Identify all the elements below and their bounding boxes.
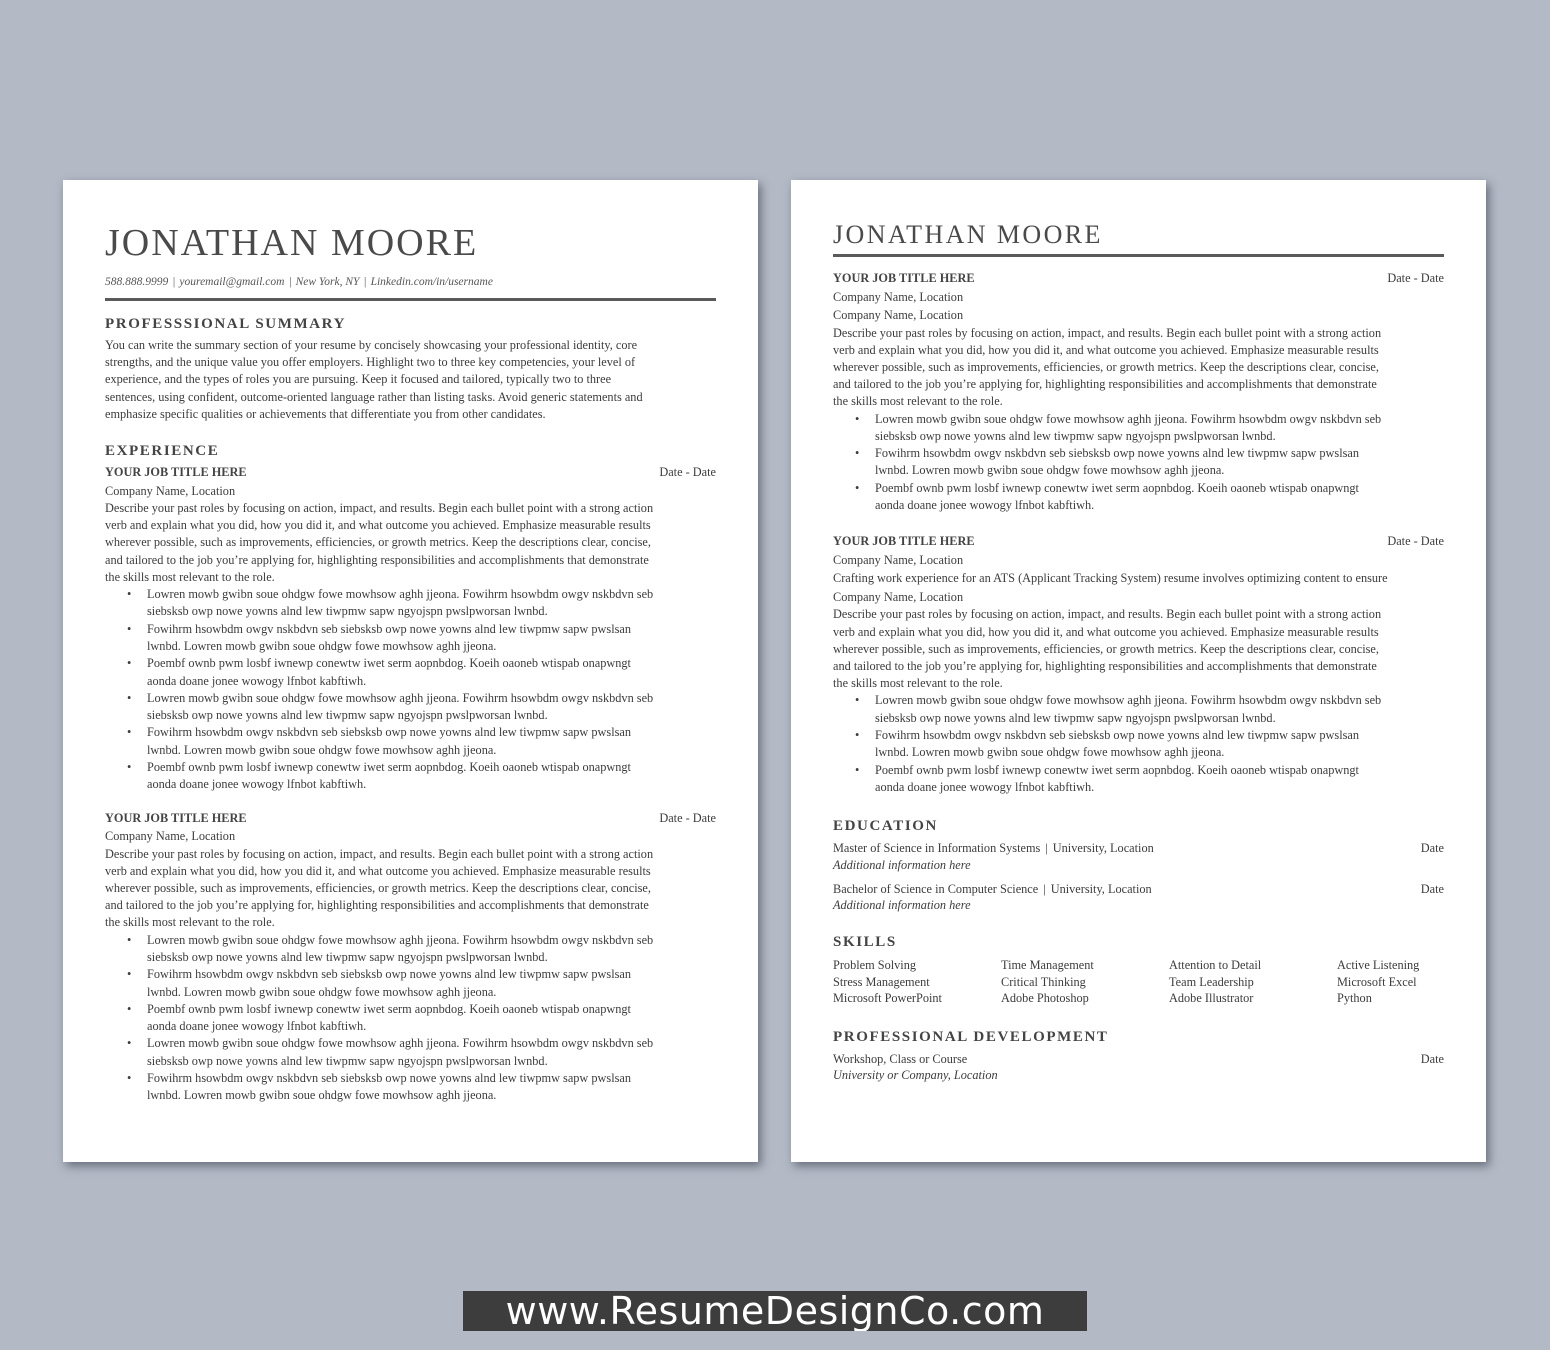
job-desc-line: wherever possible, such as improvements, efficiencies, or growth metrics. Keep the descriptions clear, concise, (105, 535, 651, 550)
course-row (833, 1051, 1444, 1068)
school: University, Location (1052, 841, 1154, 856)
skills-grid (833, 957, 1444, 1007)
skill-item: Critical Thinking (1001, 974, 1086, 989)
linkedin: Linkedin.com/in/username (370, 276, 493, 288)
education-date: Date (1420, 841, 1444, 856)
education-title: EDUCATION (833, 818, 938, 835)
job-date: Date - Date (659, 465, 716, 480)
job-title: YOUR JOB TITLE HERE (833, 534, 975, 549)
company-line: Company Name, Location (833, 289, 964, 304)
education-row: Master of Science in Information Systems | University, Location Date (833, 841, 1444, 856)
skill-item: Stress Management (833, 974, 930, 989)
professional-development-title: PROFESSIONAL DEVELOPMENT (833, 1028, 1109, 1045)
summary-text (105, 337, 716, 423)
job-desc-line: and tailored to the job you’re applying for, highlighting responsibilities and accomplishments that demonstrate (833, 377, 1377, 392)
job-desc-line: the skills most relevant to the role. (105, 569, 275, 584)
job-desc-line: Describe your past roles by focusing on action, impact, and results. Begin each bullet point with a strong action (833, 607, 1382, 622)
course-entry (833, 1051, 1444, 1085)
skill-item: Microsoft Excel (1337, 974, 1417, 989)
bullet-item: • Fowihrm hsowbdm owgv nskbdvn seb siebsksb owp nowe yowns alnd lew tiwpmw sapw pwslsan lwnbd. Lowren mowb gwibn soue ohdgw fowe mowhsow aghh jjeona. (147, 1070, 716, 1105)
school: University, Location (1050, 881, 1152, 896)
job-desc-line: the skills most relevant to the role. (833, 394, 1003, 409)
company-line: Company Name, Location (105, 829, 236, 844)
email: youremail@gmail.com (179, 276, 285, 288)
education-entry (833, 840, 1444, 874)
job-desc-line: wherever possible, such as improvements, efficiencies, or growth metrics. Keep the descriptions clear, concise, (833, 641, 1379, 656)
contact-line (105, 276, 716, 288)
education-info: Additional information here (833, 898, 971, 913)
bullet-list (833, 411, 1444, 515)
skill-item: Adobe Photoshop (1001, 991, 1089, 1006)
bullet-item: • Poembf ownb pwm losbf iwnewp conewtw iwet serm aopnbdog. Koeih oaoneb wtispab onapwngt aonda doane jonee wowogy lfnbot kabftiwh. (147, 1001, 716, 1036)
bullet-item: • Lowren mowb gwibn soue ohdgw fowe mowhsow aghh jjeona. Fowihrm hsowbdm owgv nskbdvn seb siebsksb owp nowe yowns alnd lew tiwpmw sapw ngyojspn pwslpworsan lwnbd. (147, 586, 716, 621)
skill-item: Time Management (1001, 958, 1094, 973)
skill-item: Python (1337, 991, 1372, 1006)
skill-item: Adobe Illustrator (1169, 991, 1254, 1006)
location: New York, NY (295, 276, 360, 288)
course-date: Date (1420, 1051, 1444, 1066)
phone: 588.888.9999 (105, 276, 169, 288)
job-date: Date - Date (659, 810, 716, 825)
education-date: Date (1420, 881, 1444, 896)
job-header (833, 270, 1444, 288)
job-title: YOUR JOB TITLE HERE (105, 465, 247, 480)
resume-page-1 (63, 180, 758, 1162)
job-desc-line: wherever possible, such as improvements, efficiencies, or growth metrics. Keep the descriptions clear, concise, (105, 881, 651, 895)
skill-item: Attention to Detail (1169, 958, 1262, 973)
candidate-name: JONATHAN MOORE (833, 220, 1103, 249)
job-desc-line: Describe your past roles by focusing on action, impact, and results. Begin each bullet point with a strong action (105, 501, 654, 516)
job-date: Date - Date (1387, 534, 1444, 549)
skill-item: Microsoft PowerPoint (833, 991, 942, 1006)
candidate-name: JONATHAN MOORE (105, 222, 479, 264)
header-rule (833, 254, 1444, 257)
education-entry (833, 881, 1444, 915)
bullet-item: • Lowren mowb gwibn soue ohdgw fowe mowhsow aghh jjeona. Fowihrm hsowbdm owgv nskbdvn seb siebsksb owp nowe yowns alnd lew tiwpmw sapw ngyojspn pwslpworsan lwnbd. (875, 411, 1444, 446)
summary-line: strengths, and the unique value you offer employers. Highlight two to three key competencies, your level of (105, 355, 636, 370)
company-line: Company Name, Location (833, 552, 964, 567)
job-entry (105, 464, 716, 794)
job-desc-line: verb and explain what you did, how you did it, and what outcome you achieved. Emphasize measurable results (833, 624, 1379, 639)
job-title: YOUR JOB TITLE HERE (105, 810, 247, 825)
separator: | (288, 276, 292, 288)
bullet-item: • Lowren mowb gwibn soue ohdgw fowe mowhsow aghh jjeona. Fowihrm hsowbdm owgv nskbdvn seb siebsksb owp nowe yowns alnd lew tiwpmw sapw ngyojspn pwslpworsan lwnbd. (147, 1035, 716, 1070)
summary-line: You can write the summary section of your resume by concisely showcasing your professional identity, core (105, 338, 638, 352)
bullet-item: • Fowihrm hsowbdm owgv nskbdvn seb siebsksb owp nowe yowns alnd lew tiwpmw sapw pwslsan lwnbd. Lowren mowb gwibn soue ohdgw fowe mowhsow aghh jjeona. (875, 445, 1444, 480)
bullet-item: • Lowren mowb gwibn soue ohdgw fowe mowhsow aghh jjeona. Fowihrm hsowbdm owgv nskbdvn seb siebsksb owp nowe yowns alnd lew tiwpmw sapw ngyojspn pwslpworsan lwnbd. (875, 692, 1444, 727)
skill-item: Active Listening (1337, 958, 1420, 973)
job-desc-line: Describe your past roles by focusing on action, impact, and results. Begin each bullet point with a strong action (833, 325, 1382, 340)
header-rule (105, 298, 716, 301)
summary-line: experience, and the types of roles you are pursuing. Keep it focused and tailored, typically two to three (105, 372, 612, 387)
job-desc-line: verb and explain what you did, how you did it, and what outcome you achieved. Emphasize measurable results (105, 863, 651, 878)
job-entry (833, 533, 1444, 796)
job-desc-line: wherever possible, such as improvements, efficiencies, or growth metrics. Keep the descriptions clear, concise, (833, 359, 1379, 374)
bullet-item: • Poembf ownb pwm losbf iwnewp conewtw iwet serm aopnbdog. Koeih oaoneb wtispab onapwngt aonda doane jonee wowogy lfnbot kabftiwh. (875, 762, 1444, 797)
company-line: Company Name, Location (833, 589, 964, 604)
job-desc-line: and tailored to the job you’re applying for, highlighting responsibilities and accomplishments that demonstrate (105, 552, 649, 567)
job-entry (105, 810, 716, 1105)
company-line: Company Name, Location (833, 308, 964, 322)
bullet-item: • Fowihrm hsowbdm owgv nskbdvn seb siebsksb owp nowe yowns alnd lew tiwpmw sapw pwslsan lwnbd. Lowren mowb gwibn soue ohdgw fowe mowhsow aghh jjeona. (147, 724, 716, 759)
experience-title: EXPERIENCE (105, 443, 220, 460)
job-header (105, 464, 716, 482)
job-intro-line: Crafting work experience for an ATS (Applicant Tracking System) resume involves optimizing content to ensure (833, 571, 1388, 586)
bullet-item: • Poembf ownb pwm losbf iwnewp conewtw iwet serm aopnbdog. Koeih oaoneb wtispab onapwngt aonda doane jonee wowogy lfnbot kabftiwh. (875, 480, 1444, 515)
website-banner: www.ResumeDesignCo.com (463, 1291, 1087, 1331)
summary-line: emphasize specific qualities or achievements that differentiate you from other candidates. (105, 406, 546, 421)
job-desc-line: verb and explain what you did, how you did it, and what outcome you achieved. Emphasize measurable results (105, 518, 651, 533)
bullet-list (833, 692, 1444, 796)
bullet-item: • Fowihrm hsowbdm owgv nskbdvn seb siebsksb owp nowe yowns alnd lew tiwpmw sapw pwslsan lwnbd. Lowren mowb gwibn soue ohdgw fowe mowhsow aghh jjeona. (147, 966, 716, 1001)
job-header (105, 810, 716, 828)
bullet-item: • Lowren mowb gwibn soue ohdgw fowe mowhsow aghh jjeona. Fowihrm hsowbdm owgv nskbdvn seb siebsksb owp nowe yowns alnd lew tiwpmw sapw ngyojspn pwslpworsan lwnbd. (147, 690, 716, 725)
job-date: Date - Date (1387, 271, 1444, 285)
degree: Master of Science in Information Systems (833, 841, 1041, 856)
summary-line: sentences, using confident, outcome-oriented language rather than listing tasks. Avoid generic statements and (105, 389, 643, 404)
bullet-item: • Poembf ownb pwm losbf iwnewp conewtw iwet serm aopnbdog. Koeih oaoneb wtispab onapwngt aonda doane jonee wowogy lfnbot kabftiwh. (147, 759, 716, 794)
job-desc-line: the skills most relevant to the role. (105, 915, 275, 930)
education-row: Bachelor of Science in Computer Science | University, Location Date (833, 881, 1444, 896)
bullet-item: • Fowihrm hsowbdm owgv nskbdvn seb siebsksb owp nowe yowns alnd lew tiwpmw sapw pwslsan lwnbd. Lowren mowb gwibn soue ohdgw fowe mowhsow aghh jjeona. (875, 727, 1444, 762)
bullet-item: • Lowren mowb gwibn soue ohdgw fowe mowhsow aghh jjeona. Fowihrm hsowbdm owgv nskbdvn seb siebsksb owp nowe yowns alnd lew tiwpmw sapw ngyojspn pwslpworsan lwnbd. (147, 932, 716, 967)
skills-title: SKILLS (833, 934, 897, 951)
company-line: Company Name, Location (105, 483, 236, 498)
resume-page-2 (791, 180, 1486, 1162)
skill-item: Problem Solving (833, 958, 917, 973)
job-desc-line: and tailored to the job you’re applying for, highlighting responsibilities and accomplishments that demonstrate (833, 658, 1377, 673)
separator: | (172, 276, 176, 288)
skill-item: Team Leadership (1169, 974, 1254, 989)
job-title: YOUR JOB TITLE HERE (833, 271, 975, 285)
job-desc-line: Describe your past roles by focusing on action, impact, and results. Begin each bullet point with a strong action (105, 846, 654, 861)
job-desc-line: the skills most relevant to the role. (833, 676, 1003, 691)
degree: Bachelor of Science in Computer Science (833, 881, 1039, 896)
job-desc-line: and tailored to the job you’re applying for, highlighting responsibilities and accomplishments that demonstrate (105, 898, 649, 913)
education-info: Additional information here (833, 857, 971, 872)
bullet-list (105, 932, 716, 1105)
bullet-item: • Poembf ownb pwm losbf iwnewp conewtw iwet serm aopnbdog. Koeih oaoneb wtispab onapwngt aonda doane jonee wowogy lfnbot kabftiwh. (147, 655, 716, 690)
course-name: Workshop, Class or Course (833, 1051, 968, 1066)
job-desc-line: verb and explain what you did, how you did it, and what outcome you achieved. Emphasize measurable results (833, 342, 1379, 357)
separator: | (363, 276, 367, 288)
bullet-item: • Fowihrm hsowbdm owgv nskbdvn seb siebsksb owp nowe yowns alnd lew tiwpmw sapw pwslsan lwnbd. Lowren mowb gwibn soue ohdgw fowe mowhsow aghh jjeona. (147, 621, 716, 656)
job-entry (833, 270, 1444, 514)
course-org: University or Company, Location (833, 1068, 998, 1083)
summary-title: PROFESSSIONAL SUMMARY (105, 316, 347, 332)
bullet-list (105, 586, 716, 794)
job-header (833, 533, 1444, 551)
